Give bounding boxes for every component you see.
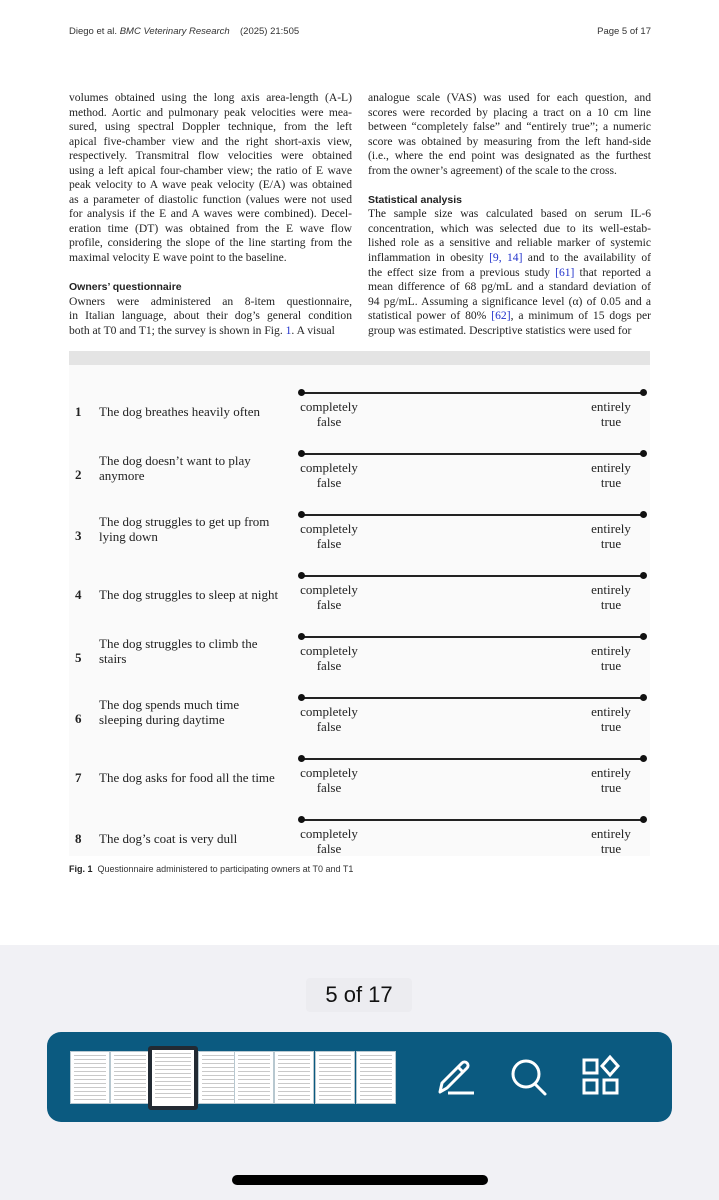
text-segment: score was obtained by measuring from the left hand-side [368,134,651,148]
text-line [368,91,651,106]
questionnaire-item [69,636,650,697]
scale-endpoint [298,816,305,823]
questionnaire-item [69,453,650,514]
text-line [69,324,352,339]
pencil-icon[interactable] [432,1052,482,1102]
text-line [368,236,651,251]
text-segment: analogue scale (VAS) was used for each question, and [368,91,651,104]
text-segment: group was estimated. Descriptive statistics were used for [368,323,632,337]
question-line: The dog spends much time [99,697,240,712]
scale-label-left: completely false [300,399,358,429]
scale-label-left: completely false [300,460,358,490]
paragraph [69,295,352,339]
scale-label-left: completely false [300,765,358,795]
item-question [99,770,284,785]
figure-header-bar [69,351,650,365]
text-line [368,324,651,339]
running-header [69,26,230,37]
text-segment: eration time (DT) was obtained from the E wave flow [69,221,352,235]
scale-label-right: entirely true [591,643,631,673]
text-segment: as a parameter of diastolic function (values were not used [69,192,352,206]
question-line: sleeping during daytime [99,712,225,727]
home-indicator[interactable] [232,1175,488,1185]
question-line: The dog struggles to climb the [99,636,258,651]
question-line: lying down [99,529,158,544]
search-icon[interactable] [504,1052,554,1102]
text-segment: The sample size was calculated based on serum IL-6 [368,207,651,221]
section-heading-owners-questionnaire: Owners’ questionnaire [69,281,182,294]
text-segment: (i.e., where the end point was designated as the furthest [368,149,651,163]
scale-label-right: entirely true [591,582,631,612]
item-number: 5 [75,650,82,665]
text-line [69,295,352,310]
scale-endpoint [640,389,647,396]
item-question [99,587,284,602]
page-thumbnail[interactable] [234,1051,274,1104]
citation-link[interactable]: [62] [491,309,511,323]
page-thumbnail[interactable] [110,1051,150,1104]
item-number: 2 [75,467,82,482]
item-number: 3 [75,528,82,543]
text-segment: . A visual [291,323,335,337]
text-line [69,193,352,208]
paragraph [368,207,651,338]
text-line [368,164,651,179]
questionnaire-item [69,758,650,819]
questionnaire-item [69,514,650,575]
scale-label-right: entirely true [591,765,631,795]
header-authors: Diego et al. [69,26,118,37]
scale-label-left: completely false [300,643,358,673]
text-segment: mean difference of 68 pg/mL and a standard deviation of [368,280,651,294]
text-line [368,222,651,237]
scale-endpoint [640,755,647,762]
citation-link[interactable]: [61] [555,265,575,279]
scale-label-right: entirely true [591,399,631,429]
text-segment: for analysis if the E and A waves were combined). Decel- [69,207,352,221]
item-number: 6 [75,711,82,726]
vas-scale-line [301,392,644,394]
text-segment: lished role as a sensitive and reliable marker of systemic [368,236,651,250]
text-line [69,178,352,193]
scale-label-right: entirely true [591,460,631,490]
text-segment: in Italian language, about their dog’s general condition [69,309,352,323]
text-segment: and to the availability of [522,251,651,265]
text-segment: concentration, which was selected due to its well-estab- [368,221,651,235]
vas-scale-line [301,514,644,516]
text-line [368,106,651,121]
text-line [368,266,651,281]
question-line: The dog breathes heavily often [99,404,260,419]
scale-label-right: entirely true [591,704,631,734]
item-number: 8 [75,831,82,846]
text-segment: 94 pg/mL. Assuming a significance level (α) of 0.05 and a [368,294,651,308]
scale-label-left: completely false [300,826,358,856]
item-question [99,404,284,419]
text-segment: inflammation in obesity [368,251,490,265]
questionnaire-item [69,392,650,453]
text-line [368,207,651,222]
vas-scale-line [301,697,644,699]
header-citation: (2025) 21:505 [240,26,300,37]
text-segment: between “completely false” and “entirely true”; a numeric [368,120,651,134]
figure-questionnaire [69,351,650,856]
vas-scale-line [301,758,644,760]
item-question [99,697,284,727]
text-line [368,120,651,135]
questionnaire-item [69,575,650,636]
question-line: The dog struggles to sleep at night [99,587,279,602]
text-line [69,135,352,150]
question-line: stairs [99,651,127,666]
header-page-number: Page 5 of 17 [597,26,651,37]
text-line [69,222,352,237]
apps-icon[interactable] [577,1052,627,1102]
scale-endpoint [640,450,647,457]
text-segment: , a minimum of 15 dogs per [510,309,651,323]
item-number: 1 [75,404,82,419]
page-thumbnail[interactable] [198,1051,238,1104]
scale-endpoint [298,694,305,701]
text-line [69,251,352,266]
vas-scale-line [301,636,644,638]
text-segment: maximal velocity E wave point to the baseline. [69,251,287,265]
page-thumbnail[interactable] [148,1046,198,1110]
citation-link[interactable]: [9, 14] [489,251,523,265]
text-segment: the effect size from a previous study [368,265,556,279]
text-line [368,135,651,150]
viewer-toolbar [47,1032,672,1122]
question-line: The dog asks for food all the time [99,770,275,785]
right-column [368,91,651,338]
item-number: 4 [75,587,82,602]
scale-endpoint [640,633,647,640]
text-line [69,164,352,179]
scale-endpoint [640,694,647,701]
caption-text: Questionnaire administered to participating owners at T0 and T1 [97,864,354,874]
text-segment: using a left apical four-chamber view; the ratio of E wave [69,163,352,177]
section-heading-statistical-analysis: Statistical analysis [368,193,462,206]
text-line [69,207,352,222]
page-thumbnail[interactable] [274,1051,314,1104]
left-column [69,91,352,338]
page-thumbnail[interactable] [70,1051,110,1104]
scale-label-left: completely false [300,704,358,734]
scale-endpoint [298,389,305,396]
text-line [368,309,651,324]
vas-scale-line [301,575,644,577]
paragraph [368,91,651,178]
text-segment: sured, using spectral Doppler technique, from the left [69,120,352,134]
text-segment: both at T0 and T1; the survey is shown in Fig. [69,323,286,337]
text-line [368,251,651,266]
page-indicator: 5 of 17 [306,978,412,1012]
scale-endpoint [298,511,305,518]
vas-scale-line [301,819,644,821]
item-number: 7 [75,770,82,785]
item-question [99,831,284,846]
text-line [69,309,352,324]
scale-endpoint [298,633,305,640]
scale-endpoint [298,450,305,457]
text-line [69,236,352,251]
scale-label-left: completely false [300,521,358,551]
text-line [368,149,651,164]
scale-endpoint [640,572,647,579]
paragraph [69,91,352,266]
question-line: The dog doesn’t want to play [99,453,251,468]
text-segment: respectively. Transmitral flow velocities were obtained [69,149,352,163]
item-question [99,636,284,666]
text-segment: Owners were administered an 8-item questionnaire, [69,294,352,308]
text-line [69,149,352,164]
text-line [69,91,352,106]
caption-label: Fig. 1 [69,864,93,874]
page-thumbnail[interactable] [356,1051,396,1104]
text-segment: profile, considering the slope of the line starting from the [69,236,352,250]
text-line [69,106,352,121]
scale-endpoint [298,755,305,762]
header-journal: BMC Veterinary Research [119,26,230,37]
text-segment: that reported a [574,265,651,279]
item-question [99,453,284,483]
scale-endpoint [640,816,647,823]
page-thumbnail[interactable] [315,1051,355,1104]
text-segment: from the owner’s agreement) of the scale to the cross. [368,163,617,177]
text-line [69,120,352,135]
text-line [368,295,651,310]
text-segment: scores were recorded by placing a tract on a 10 cm line [368,105,651,119]
text-line [368,280,651,295]
scale-label-left: completely false [300,582,358,612]
question-line: The dog struggles to get up from [99,514,270,529]
text-segment: statistical power of 80% [368,309,492,323]
vas-scale-line [301,453,644,455]
scale-label-right: entirely true [591,826,631,856]
text-segment: method. Aortic and pulmonary peak velocities were mea- [69,105,352,119]
item-question [99,514,284,544]
citation-link[interactable]: 1 [285,323,292,337]
text-segment: peak velocity to A wave peak velocity (E/A) was obtained [69,178,352,192]
figure-caption [69,864,353,874]
text-segment: apical five-chamber view and the right short-axis view, [69,134,352,148]
scale-endpoint [298,572,305,579]
scale-endpoint [640,511,647,518]
text-segment: volumes obtained using the long axis area-length (A-L) [69,91,352,104]
question-line: The dog’s coat is very dull [99,831,238,846]
scale-label-right: entirely true [591,521,631,551]
question-line: anymore [99,468,145,483]
questionnaire-item [69,697,650,758]
